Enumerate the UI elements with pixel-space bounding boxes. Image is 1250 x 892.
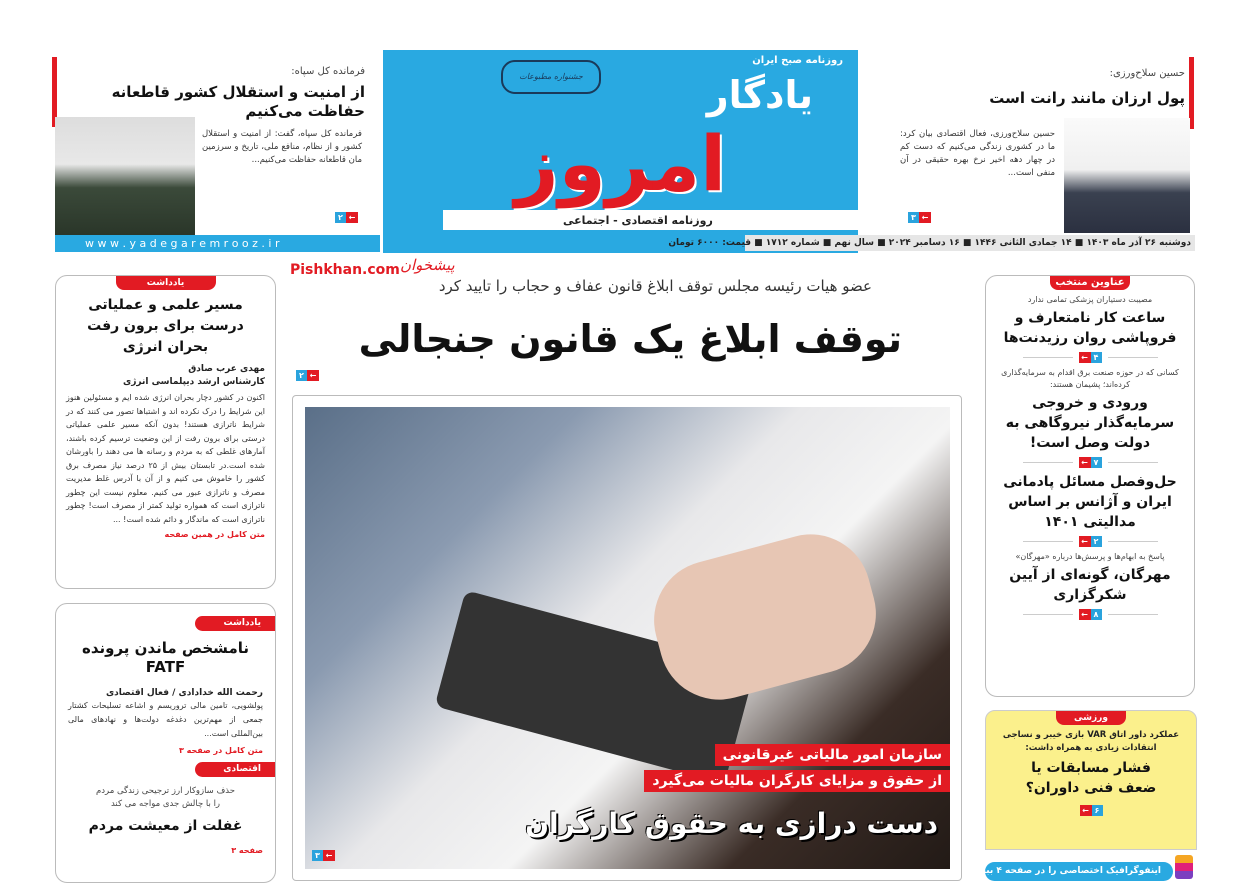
page-ref[interactable]: ۳ ← <box>312 850 335 861</box>
section-tag: یادداشت <box>195 616 275 631</box>
top-left-story[interactable] <box>60 66 365 121</box>
read-more-link[interactable]: متن کامل در همین صفحه <box>164 530 265 539</box>
body: حسین سلاح‌ورزی، فعال اقتصادی بیان کرد: ما در کشوری زندگی می‌کنیم که دست کم در چهار دهه اخیر نرخ بهره حقیقی در آن منفی است... <box>900 129 1055 178</box>
headline-item[interactable]: کسانی که در حوزه صنعت برق اقدام به سرمایه‌گذاری کرده‌اند؛ پشیمان هستند: ورودی و خروجی سرمایه‌گذار نیروگاهی به دولت وصل است! ۷ ← <box>994 367 1186 468</box>
page-ref[interactable]: ۲ ← <box>335 212 358 223</box>
headline-item[interactable]: پاسخ به ابهام‌ها و پرسش‌ها درباره «مهرگان» مهرگان، گونه‌ای از آیین شکرگزاری ۸ ← <box>994 551 1186 620</box>
photo-caption-title[interactable]: دست درازی به حقوق کارگران <box>525 807 938 840</box>
note-title[interactable]: مسیر علمی و عملیاتی درست برای برون رفت بحران انرژی <box>87 297 244 355</box>
note-title[interactable]: غفلت از معیشت مردم <box>88 818 243 834</box>
page-ref[interactable]: ۲ ← <box>296 370 319 381</box>
page-ref[interactable]: ۶ ← <box>1080 805 1103 816</box>
headline-item[interactable]: مصیبت دستیاران پزشکی تمامی ندارد ساعت کار نامتعارف و فروپاشی روان رزیدنت‌ها ۴ ← <box>994 294 1186 363</box>
main-photo[interactable] <box>305 407 950 869</box>
kicker: عملکرد داور اتاق VAR بازی خیبر و نساجی انتقادات زیادی به همراه داشت: <box>1002 730 1180 753</box>
selected-headlines-box <box>985 275 1195 697</box>
author: رحمت الله خدادادی / فعال اقتصادی <box>105 688 263 698</box>
watermark-logo: پیشخوان <box>400 256 455 274</box>
headline[interactable]: از امنیت و استقلال کشور قاطعانه حفاظت می‌کنیم <box>111 83 365 120</box>
top-right-story[interactable] <box>895 68 1185 107</box>
watermark-site: Pishkhan.com <box>290 262 400 278</box>
tagline-top: روزنامه صبح ایران <box>752 55 843 66</box>
author: مهدی عرب صادق <box>188 364 265 374</box>
section-tag: اقتصادی <box>195 762 275 777</box>
tagline-bottom: روزنامه اقتصادی - اجتماعی <box>563 214 713 227</box>
main-headline[interactable]: توقف ابلاغ یک قانون جنجالی <box>358 317 902 361</box>
logo-name-top: یادگار <box>706 73 813 117</box>
section-tag: عناوین منتخب <box>1050 276 1130 290</box>
date-bar: دوشنبه ۲۶ آذر ماه ۱۴۰۳ ■ ۱۴ جمادی الثانی ۱۴۴۶ ■ ۱۶ دسامبر ۲۰۲۴ ■ سال نهم ■ شماره ۱۷۱۲ ■ قیمت: ۶۰۰۰ تومان <box>745 235 1195 251</box>
photo-caption-1: سازمان امور مالیاتی غیرقانونی <box>715 744 950 766</box>
author-role: کارشناس ارشد دیپلماسی انرژی <box>122 377 265 387</box>
body: فرمانده کل سپاه، گفت: از امنیت و استقلال کشور و از نظام، منافع ملی، تاریخ و سرزمین مان قاطعانه حفاظت می‌کنیم... <box>202 129 362 165</box>
note-body: پولشویی، تامین مالی تروریسم و اشاعه تسلیحات کشتار جمعی از مهم‌ترین دغدغه دولت‌ها و نهادهای مالی بین‌المللی است... <box>68 701 263 738</box>
sports-title[interactable]: فشار مسابقات یا ضعف فنی داوران؟ <box>1025 760 1157 796</box>
note-title[interactable]: نامشخص ماندن پرونده FATF <box>82 639 249 676</box>
main-kicker: عضو هیات رئیسه مجلس توقف ابلاغ قانون عفاف و حجاب را تایید کرد <box>438 277 872 295</box>
emblem: جشنواره مطبوعات <box>501 60 601 94</box>
note-box-2[interactable] <box>55 603 276 883</box>
headline[interactable]: پول ارزان مانند رانت است <box>989 89 1185 107</box>
headline-item[interactable]: حل‌وفصل مسائل پادمانی ایران و آژانس بر اساس مدالیتی ۱۴۰۱ ۲ ← <box>994 472 1186 547</box>
kicker: حذف سازوکار ارز ترجیحی زندگی مردم را با چالش جدی مواجه می کند <box>95 786 236 809</box>
person-photo <box>1064 118 1190 233</box>
website-bar[interactable]: w w w . y a d e g a r e m r o o z . i r <box>55 235 380 252</box>
page-ref[interactable]: ۳ ← <box>908 212 931 223</box>
commander-photo <box>55 117 195 235</box>
kicker: فرمانده کل سپاه: <box>291 66 365 77</box>
infographic-icon <box>1175 855 1193 879</box>
masthead-logo <box>383 50 883 255</box>
logo-name-main: امروز <box>514 119 727 208</box>
note-body: اکنون در کشور دچار بحران انرژی شده ایم و مسئولین هنوز این شرایط را درک نکرده اند و اشتباها تصور می کنند که در شرایط ناترازی هستند! بدون آنکه مسیر علمی عملیاتی درستی برای برون رفت از این وضعیت ترسیم کرده باشند، آمارهای غلطی که به مردم و رسانه ها می دهند را باورشان شده است.در تابستان بیش از ۲۵ درصد نیاز مصرف برق کشور را خاموش می کنیم و از آن با آدرس غلط مدیریت مصرف و ناترازی عبور می کنیم. معلوم نیست این چطور ناترازی است که همواره تولید کمتر از مصرف است! چطور ناترازی است که ماندگار و دائم شده است! ... <box>66 393 265 524</box>
note-box-1[interactable] <box>55 275 276 589</box>
read-more-link[interactable]: صفحه ۳ <box>231 846 263 855</box>
sports-box[interactable] <box>985 710 1197 850</box>
section-tag: ورزشی <box>1056 711 1126 725</box>
section-tag: یادداشت <box>116 276 216 290</box>
read-more-link[interactable]: متن کامل در صفحه ۳ <box>178 746 263 755</box>
infographic-banner[interactable]: اینفوگرافیک اختصاصی را در صفحه ۴ ببینید <box>985 862 1173 881</box>
photo-caption-2: از حقوق و مزایای کارگران مالیات می‌گیرد <box>644 770 950 792</box>
kicker: حسین سلاح‌ورزی: <box>1109 68 1185 79</box>
